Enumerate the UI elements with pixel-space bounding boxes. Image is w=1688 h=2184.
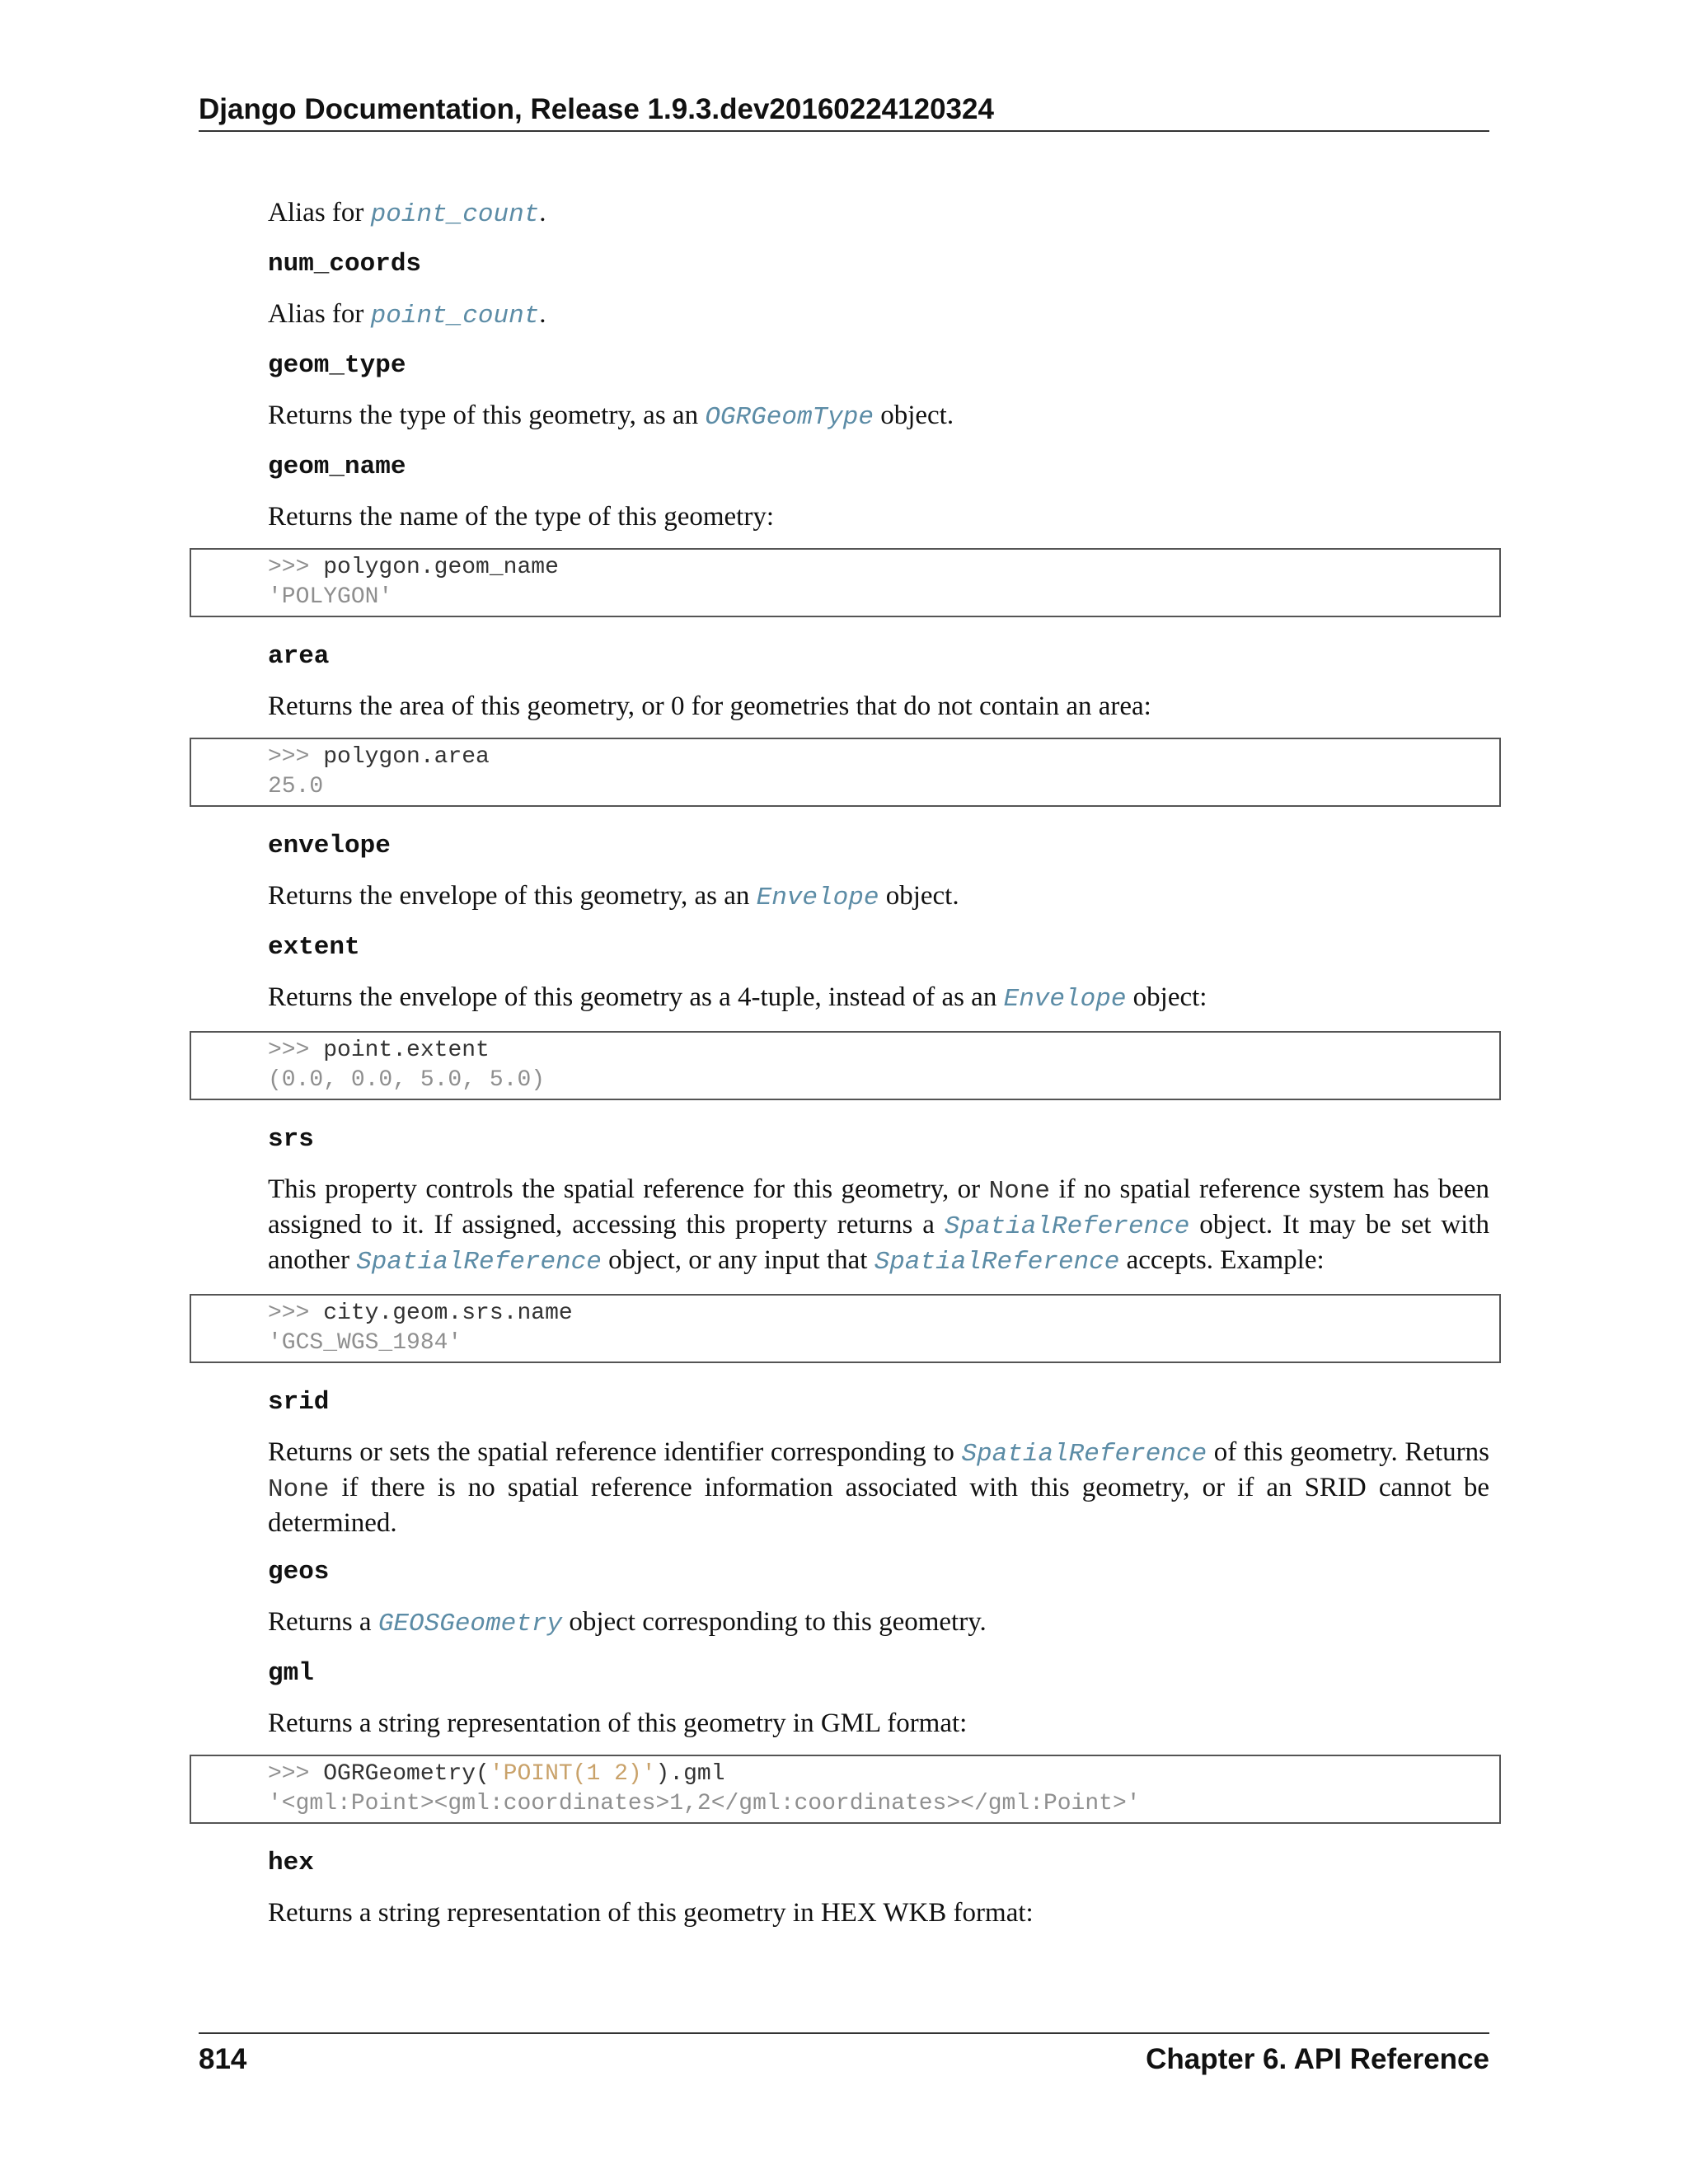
code-input-line: >>> city.geom.srs.name xyxy=(268,1301,573,1326)
entry-description: Alias for point_count. xyxy=(268,299,546,330)
spatialreference-link[interactable]: SpatialReference xyxy=(874,1248,1120,1277)
code-input-line: >>> polygon.geom_name xyxy=(268,555,559,580)
page-number: 814 xyxy=(199,2043,247,2075)
code-output-line: 'POLYGON' xyxy=(268,584,393,610)
attribute-name: hex xyxy=(268,1849,314,1877)
attribute-name: srs xyxy=(268,1125,314,1154)
code-output-line: (0.0, 0.0, 5.0, 5.0) xyxy=(268,1067,546,1093)
none-literal: None xyxy=(268,1475,330,1504)
none-literal: None xyxy=(988,1177,1051,1206)
geosgeometry-link[interactable]: GEOSGeometry xyxy=(377,1610,563,1638)
code-output-line: 'GCS_WGS_1984' xyxy=(268,1330,462,1356)
code-block xyxy=(190,738,1501,807)
entry-description: Returns the name of the type of this geometry: xyxy=(268,502,775,532)
point-count-link[interactable]: point_count xyxy=(370,302,540,330)
point-count-link[interactable]: point_count xyxy=(370,200,540,229)
attribute-name: geom_name xyxy=(268,452,406,481)
code-block xyxy=(190,1031,1501,1100)
entry-description: Returns a string representation of this geometry in HEX WKB format: xyxy=(268,1898,1034,1928)
spatialreference-link[interactable]: SpatialReference xyxy=(356,1248,602,1277)
page-header: Django Documentation, Release 1.9.3.dev20160224120324 xyxy=(199,92,1489,132)
entry-description: Returns a string representation of this geometry in GML format: xyxy=(268,1708,968,1738)
code-input-line: >>> point.extent xyxy=(268,1038,490,1063)
attribute-name: gml xyxy=(268,1659,314,1688)
code-input-line: >>> polygon.area xyxy=(268,744,490,770)
attribute-name: envelope xyxy=(268,832,391,860)
page-footer xyxy=(199,2032,1489,2077)
entry-description: This property controls the spatial reference for this geometry, or None if no spatial reference system has been assigned to it. If assigned, accessing this property returns a SpatialReference object. It may be set with another SpatialReference object, or any input that SpatialReference accepts. Example: xyxy=(268,1174,1489,1277)
envelope-link[interactable]: Envelope xyxy=(756,883,879,912)
attribute-name: srid xyxy=(268,1388,330,1417)
code-block xyxy=(190,1294,1501,1363)
code-block xyxy=(190,548,1501,617)
spatialreference-link[interactable]: SpatialReference xyxy=(961,1440,1207,1469)
page-content xyxy=(268,196,1489,1946)
entry-description: Returns the envelope of this geometry, as an Envelope object. xyxy=(268,881,959,912)
attribute-name: geom_type xyxy=(268,351,406,380)
entry-description: Returns the envelope of this geometry as a 4-tuple, instead of as an Envelope object: xyxy=(268,982,1207,1014)
spatialreference-link[interactable]: SpatialReference xyxy=(944,1212,1190,1241)
entry-description: Returns the type of this geometry, as an OGRGeomType object. xyxy=(268,401,954,432)
chapter-title: Chapter 6. API Reference xyxy=(1146,2043,1489,2075)
entry-description: Alias for point_count. xyxy=(268,198,546,229)
ogrgeomtype-link[interactable]: OGRGeomType xyxy=(705,403,874,432)
code-output-line: '<gml:Point><gml:coordinates>1,2</gml:coordinates></gml:Point>' xyxy=(268,1791,1141,1816)
attribute-name: geos xyxy=(268,1558,330,1586)
code-block xyxy=(190,1755,1501,1824)
attribute-name: area xyxy=(268,642,330,671)
envelope-link[interactable]: Envelope xyxy=(1003,985,1127,1014)
entry-description: Returns or sets the spatial reference identifier corresponding to SpatialReference of this geometry. Returns None if there is no spatial reference information associated with this geometry, or if an SRID cannot be determined. xyxy=(268,1437,1489,1538)
code-output-line: 25.0 xyxy=(268,774,324,799)
attribute-name: num_coords xyxy=(268,250,422,279)
attribute-name: extent xyxy=(268,933,360,962)
entry-description: Returns the area of this geometry, or 0 for geometries that do not contain an area: xyxy=(268,691,1151,721)
code-input-line: >>> OGRGeometry('POINT(1 2)').gml xyxy=(268,1761,725,1787)
entry-description: Returns a GEOSGeometry object corresponding to this geometry. xyxy=(268,1607,987,1638)
